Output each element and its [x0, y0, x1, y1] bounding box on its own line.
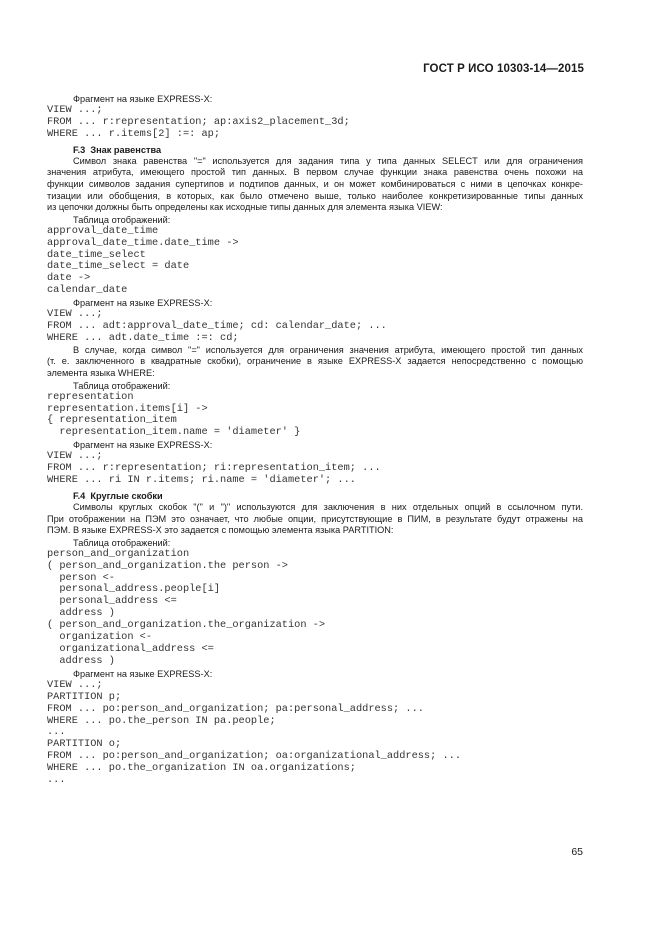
paragraph-line: ПЭМ. В языке EXPRESS-X это задается с помощью элемента языка PARTITION: — [47, 525, 394, 536]
fragment-label: Таблица отображений: — [73, 214, 171, 225]
code-line: date_time_select — [47, 248, 146, 261]
code-line: organization <- — [47, 631, 153, 644]
paragraph-line: элемента языка WHERE: — [47, 368, 155, 379]
paragraph-line: (т. е. заключенного в квадратные скобки), ограничение в языке EXPRESS-X задается непосредственно с помощью — [47, 356, 583, 367]
code-line: WHERE ... po.the_person IN pa.people; — [47, 714, 276, 727]
code-line: { representation_item — [47, 414, 177, 427]
code-line: date -> — [47, 272, 91, 285]
section-heading: F.3 Знак равенства — [73, 144, 162, 155]
code-line: FROM ... r:representation; ap:axis2_placement_3d; — [47, 115, 350, 128]
code-line: ... — [47, 726, 66, 739]
code-line: date_time_select = date — [47, 260, 190, 273]
code-line: FROM ... po:person_and_organization; pa:personal_address; ... — [47, 702, 424, 715]
code-line: person <- — [47, 571, 115, 584]
code-line: organizational_address <= — [47, 643, 214, 655]
paragraph-line: В случае, когда символ "=" используется для ограничения значения атрибута, имеющего простой тип данных — [73, 344, 583, 355]
fragment-label: Фрагмент на языке EXPRESS-X: — [73, 298, 213, 309]
code-line: VIEW ...; — [47, 678, 103, 691]
code-line: person_and_organization — [47, 547, 190, 560]
code-line: ... — [47, 774, 66, 787]
paragraph-line: При отображении на ПЭМ это означает, что любые опции, присутствующие в ПИМ, в результате будут отражены на — [47, 513, 583, 524]
code-line: personal_address <= — [47, 595, 177, 608]
fragment-label: Таблица отображений: — [73, 380, 171, 391]
document-body — [47, 93, 583, 787]
code-line: PARTITION o; — [47, 738, 122, 751]
code-line: calendar_date — [47, 284, 128, 297]
code-line: representation_item.name = 'diameter' } — [47, 426, 301, 439]
code-line: address ) — [47, 607, 115, 620]
code-line: representation — [47, 390, 134, 403]
code-line: FROM ... po:person_and_organization; oa:organizational_address; ... — [47, 750, 462, 763]
code-line: personal_address.people[i] — [47, 583, 221, 596]
paragraph-line: Символы круглых скобок "(" и ")" используются для заключения в них отдельных опций в ссылочном пути. — [73, 501, 583, 512]
paragraph — [47, 156, 583, 214]
paragraph — [47, 502, 583, 537]
code-line: VIEW ...; — [47, 104, 103, 116]
code-line: FROM ... r:representation; ri:representation_item; ... — [47, 462, 381, 475]
paragraph-line: значения атрибута, имеющего простой тип данных. В первом случае функции знака равенства очень похожи на — [47, 167, 583, 178]
code-line: representation.items[i] -> — [47, 402, 208, 415]
code-line: VIEW ...; — [47, 450, 103, 463]
paragraph-line: из цепочки должны быть определены как исходные типы данных для элемента языка VIEW: — [47, 202, 443, 213]
fragment-label: Фрагмент на языке EXPRESS-X: — [73, 440, 213, 451]
code-line: VIEW ...; — [47, 308, 103, 321]
code-line: WHERE ... ri IN r.items; ri.name = 'diameter'; ... — [47, 474, 356, 487]
fragment-label: Таблица отображений: — [73, 537, 171, 548]
code-line: WHERE ... adt.date_time :=: cd; — [47, 331, 239, 344]
code-line: FROM ... adt:approval_date_time; cd: calendar_date; ... — [47, 320, 387, 333]
code-line: address ) — [47, 654, 115, 667]
paragraph-line: Символ знака равенства "=" используется для задания типа у типа данных SELECT или для ограничения — [73, 155, 583, 166]
fragment-label: Фрагмент на языке EXPRESS-X: — [73, 94, 213, 104]
paragraph-line: тизации или обобщения, в которых, как было отмечено выше, только наиболее конкретизированные типы данных — [47, 190, 583, 201]
code-line: WHERE ... po.the_organization IN oa.organizations; — [47, 762, 356, 775]
fragment-label: Фрагмент на языке EXPRESS-X: — [73, 668, 213, 679]
section-heading: F.4 Круглые скобки — [73, 490, 163, 501]
paragraph — [47, 345, 583, 380]
code-line: approval_date_time — [47, 224, 159, 237]
page-number: 65 — [571, 846, 583, 858]
code-line: ( person_and_organization.the_organization -> — [47, 619, 326, 632]
code-line: approval_date_time.date_time -> — [47, 236, 239, 249]
document-header: ГОСТ Р ИСО 10303-14—2015 — [423, 63, 584, 75]
code-line: ( person_and_organization.the person -> — [47, 559, 288, 572]
code-line: WHERE ... r.items[2] :=: ap; — [47, 127, 221, 140]
code-line: PARTITION p; — [47, 690, 122, 703]
paragraph-line: функции символов задания супертипов и подтипов данных, и он может комбинироваться с ними в цепочках конкре- — [47, 178, 583, 189]
